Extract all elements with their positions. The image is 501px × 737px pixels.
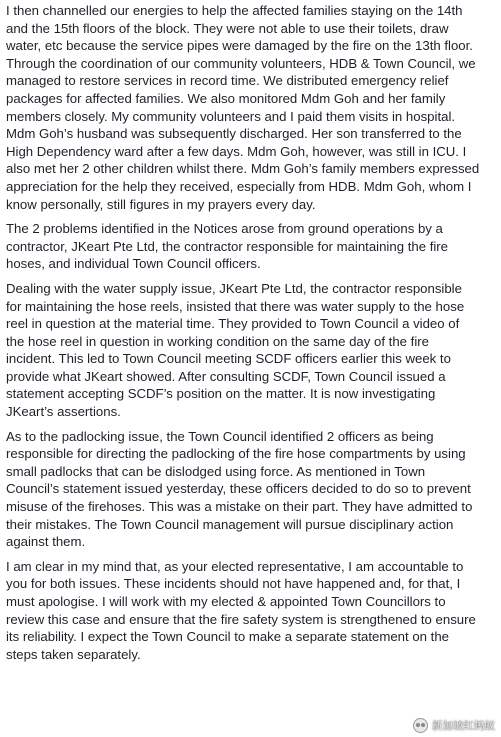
post-paragraph: I am clear in my mind that, as your elected representative, I am accountable to you for both issues. These incidents should not have happened and, for that, I must apologise. I will work with my elected & appointed Town Councillors to review this case and ensure that the fire safety system is strengthened to ensure its reliability. I expect the Town Council to make a separate statement on the steps taken separately. [6, 558, 476, 662]
post-paragraph: I then channelled our energies to help the affected families staying on the 14th and the 15th floors of the block. They were not able to use their toilets, draw water, etc because the service pipes were damaged by the fire on the 13th floor. Through the coordination of our community volunteers, HDB & Town Council, we managed to restore services in record time. We distributed emergency relief packages for affected families. We also monitored Mdm Goh and her family members closely. My community volunteers and I paid them visits in hospital. Mdm Goh’s husband was subsequently discharged. Her son transferred to the High Dependency ward after a few days. Mdm Goh, however, was still in ICU. I also met her 2 other children whilst there. Mdm Goh’s family members expressed appreciation for the help they received, especially from HDB. Mdm Goh, whom I know personally, still figures in my prayers every day. [6, 3, 480, 212]
bubble-face-icon [413, 718, 428, 733]
post-paragraph: As to the padlocking issue, the Town Council identified 2 officers as being responsible for directing the padlocking of the fire hose compartments by using small padlocks that can be dislodged using force. As mentioned in Town Council’s statement issued yesterday, these officers decided to do so to prevent misuse of the firehoses. This was a mistake on their part. They have admitted to their mistakes. The Town Council management will pursue disciplinary action against them. [6, 428, 473, 550]
watermark [413, 718, 495, 733]
post-paragraph: The 2 problems identified in the Notices arose from ground operations by a contractor, JKeart Pte Ltd, the contractor responsible for maintaining the fire hoses, and individual Town Council officers. [6, 221, 449, 272]
post-body [6, 2, 480, 670]
watermark-text: 新加坡红蚂蚁 [432, 720, 495, 732]
post-paragraph: Dealing with the water supply issue, JKeart Pte Ltd, the contractor responsible for maintaining the hose reels, insisted that there was water supply to the hose reel in question at the material time. They provided to Town Council a video of the hose reel in question in working condition on the same day of the fire incident. This led to Town Council meeting SCDF officers earlier this week to provide what JKeart showed. After consulting SCDF, Town Council issued a statement accepting SCDF’s position on the matter. It is now investigating JKeart’s assertions. [6, 280, 465, 420]
